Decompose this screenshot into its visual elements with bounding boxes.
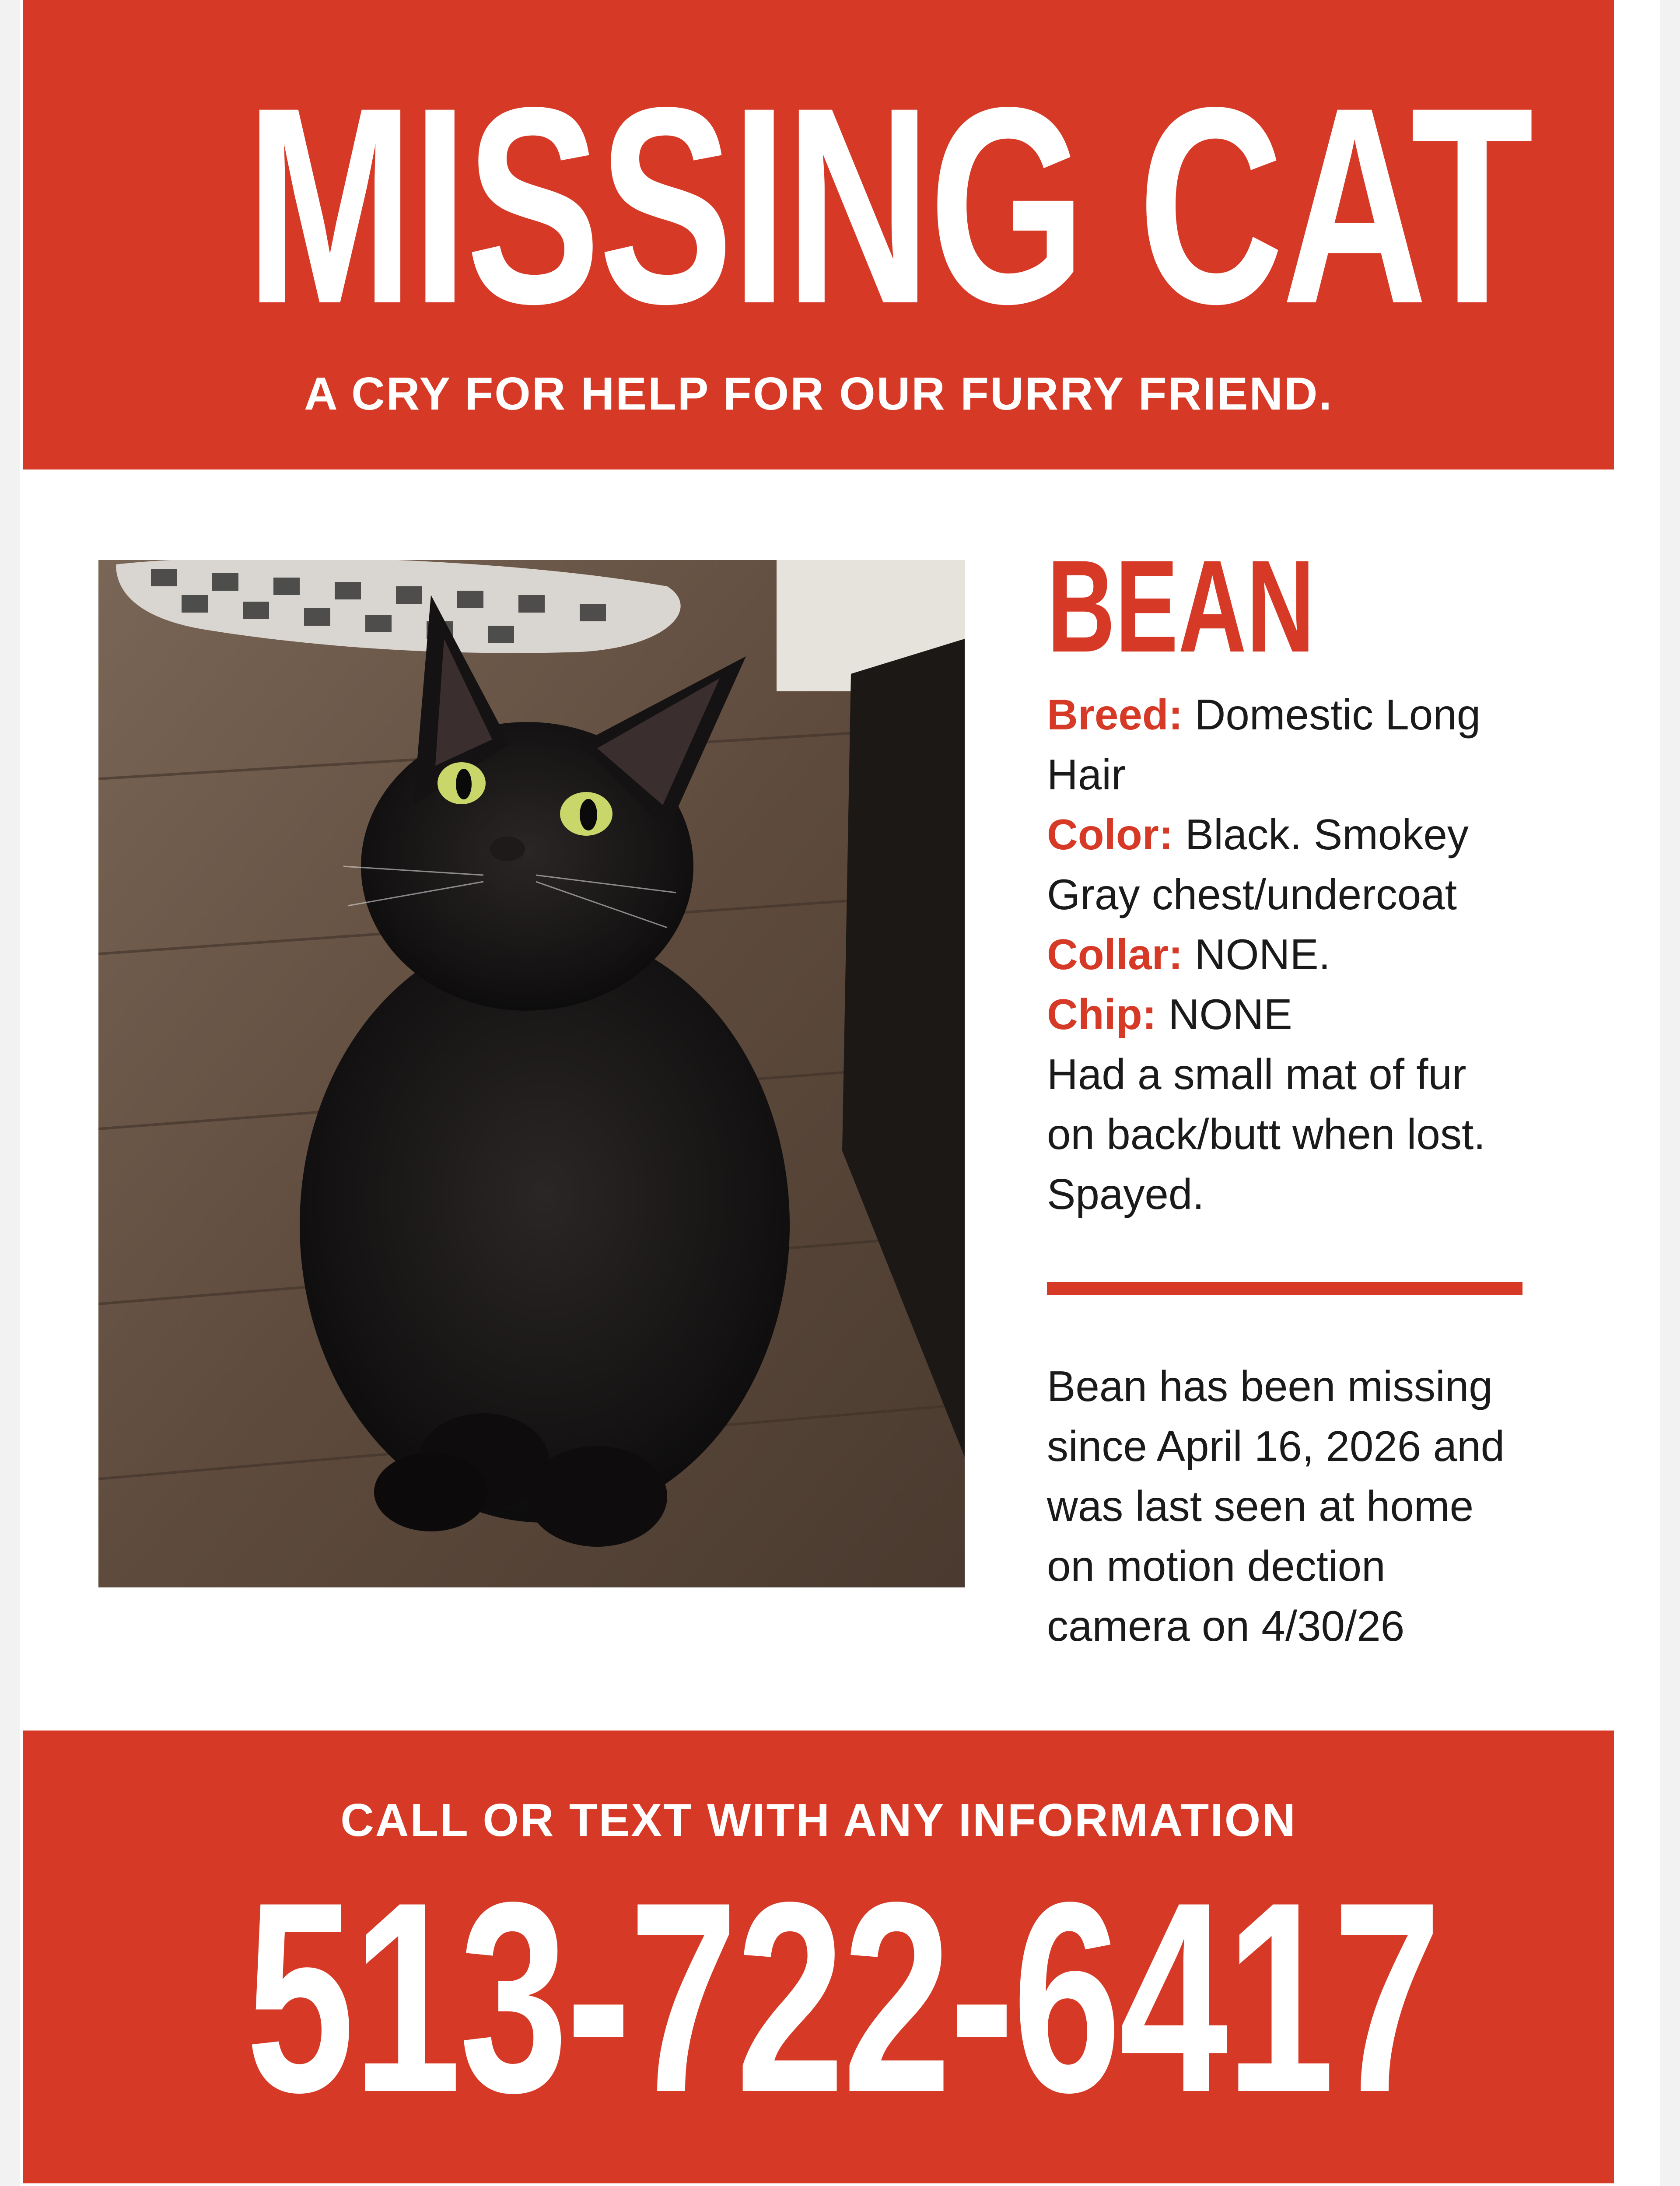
detail-label: Color: [1047,810,1173,858]
detail-value: Hair [1047,750,1126,799]
missing-line: since April 16, 2026 and [1047,1422,1505,1470]
missing-line: was last seen at home [1047,1482,1474,1530]
flyer-title: MISSING CAT [246,49,1532,362]
detail-value: Gray chest/undercoat [1047,870,1457,918]
detail-line [1047,1164,1554,1224]
detail-line [1047,865,1554,925]
detail-label: Collar: [1047,930,1183,978]
detail-line [1047,745,1554,805]
footer-banner [23,1731,1614,2183]
flyer-subtitle: A CRY FOR HELP FOR OUR FURRY FRIEND. [304,368,1333,420]
phone-number: 513-722-6417 [246,1846,1440,2149]
detail-label: Breed: [1047,690,1183,739]
detail-value: on back/butt when lost. [1047,1110,1486,1158]
header-banner [23,0,1614,469]
detail-value: NONE [1156,990,1292,1038]
detail-line [1047,1104,1554,1164]
detail-value: NONE. [1183,930,1330,978]
missing-description [1047,1356,1554,1656]
detail-line [1047,984,1554,1044]
pet-name: BEAN [1047,532,1315,680]
detail-line [1047,925,1554,984]
detail-value: Spayed. [1047,1170,1204,1218]
contact-cta: CALL OR TEXT WITH ANY INFORMATION [340,1794,1297,1846]
detail-value: Domestic Long [1183,690,1481,739]
detail-line [1047,1044,1554,1104]
pet-details [1047,685,1554,1224]
missing-line: camera on 4/30/26 [1047,1602,1405,1650]
detail-value: Had a small mat of fur [1047,1050,1466,1098]
detail-line [1047,685,1554,745]
section-divider [1047,1282,1522,1295]
cat-photo [98,560,965,1587]
missing-line: on motion dection [1047,1542,1386,1590]
missing-line: Bean has been missing [1047,1362,1493,1410]
detail-line [1047,805,1554,865]
detail-value: Black. Smokey [1173,810,1469,858]
detail-label: Chip: [1047,990,1157,1038]
